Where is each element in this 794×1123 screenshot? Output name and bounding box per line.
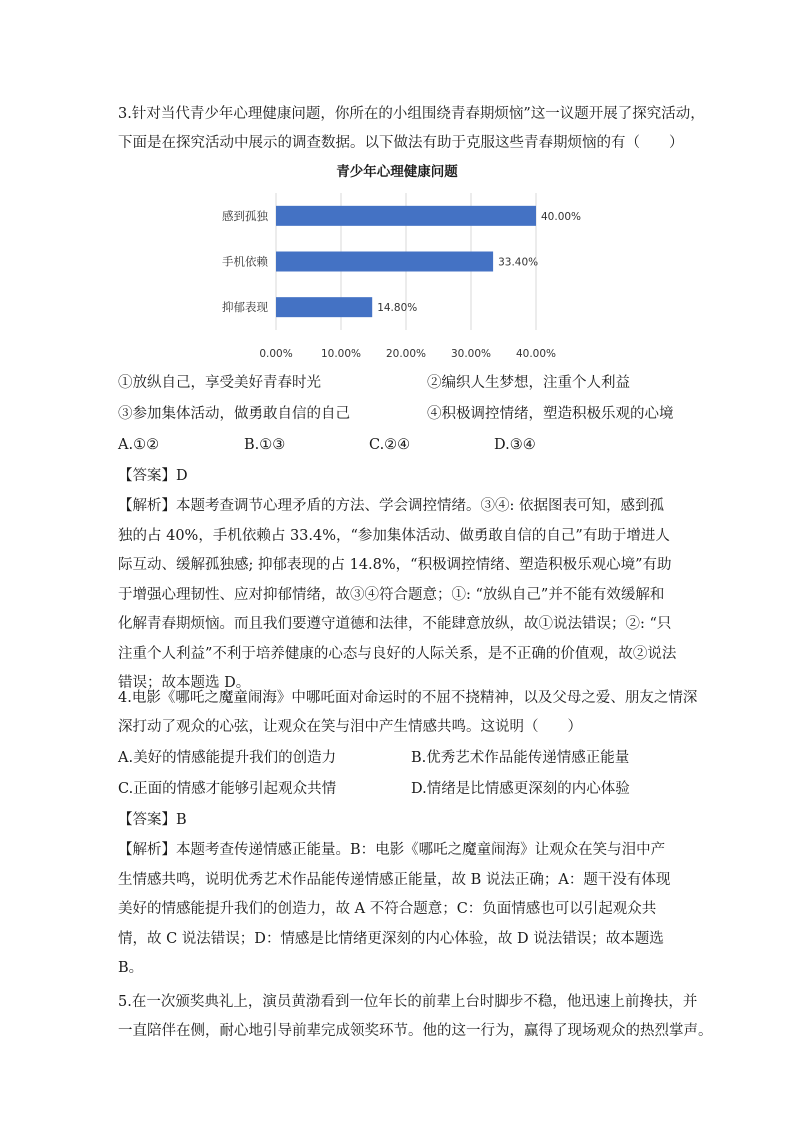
- q4-option-d: D.情绪是比情感更深刻的内心体验: [411, 781, 630, 797]
- x-tick-label: 10.00%: [320, 348, 362, 360]
- x-tick-label: 0.00%: [259, 348, 293, 360]
- q3-item-1: ①放纵自己，享受美好青春时光: [118, 375, 321, 391]
- q3-item-3: ③参加集体活动，做勇敢自信的自己: [118, 406, 350, 422]
- bar: [276, 252, 493, 272]
- chart-title: 青少年心理健康问题: [336, 164, 458, 180]
- q3-option-a: A.①②: [118, 437, 160, 453]
- data-label: 33.40%: [498, 256, 539, 269]
- bar: [276, 206, 536, 226]
- bar: [276, 297, 372, 317]
- q4-stem-line1: 4.电影《哪吒之魔童闹海》中哪吒面对命运时的不屈不挠精神，以及父母之爱、朋友之情深: [118, 690, 698, 706]
- q3-option-d: D.③④: [494, 437, 536, 453]
- category-label: 抑郁表现: [222, 300, 268, 315]
- q3-option-c: C.②④: [369, 437, 411, 453]
- q3-stem-line2: 下面是在探究活动中展示的调查数据。以下做法有助于克服这些青春期烦恼的有（ ）: [118, 135, 684, 151]
- q4-option-b: B.优秀艺术作品能传递情感正能量: [411, 750, 630, 766]
- q3-option-b: B.①③: [244, 437, 286, 453]
- q4-answer: 【答案】B: [118, 812, 187, 828]
- q3-item-2: ②编织人生梦想，注重个人利益: [427, 375, 630, 391]
- q3-answer: 【答案】D: [118, 468, 188, 484]
- q4-option-a: A.美好的情感能提升我们的创造力: [118, 750, 337, 766]
- bar-chart: [0, 185, 794, 365]
- x-tick-label: 30.00%: [450, 348, 492, 360]
- q4-analysis: 【解析】本题考查传递情感正能量。B：电影《哪吒之魔童闹海》让观众在笑与泪中产生情感共鸣，说明优秀艺术作品能传递情感正能量，故 B 说法正确；A：题干没有体现美好的情感能提升我们的创造力，故 A 不符合题意；C：负面情感也可以引起观众共情，故 C 说法错误；D：情感是比情绪更深刻的内心体验，故 D 说法错误；故本题选 B。: [118, 842, 671, 976]
- q3-item-4: ④积极调控情绪，塑造积极乐观的心境: [427, 406, 674, 422]
- q3-stem-line1: 3.针对当代青少年心理健康问题，你所在的小组围绕青春期烦恼”这一议题开展了探究活动，: [118, 106, 705, 122]
- q4-stem-line2: 深打动了观众的心弦，让观众在笑与泪中产生情感共鸣。这说明（ ）: [118, 719, 582, 735]
- q4-option-c: C.正面的情感才能够引起观众共情: [118, 781, 337, 797]
- q5-stem-line1: 5.在一次颁奖典礼上，演员黄渤看到一位年长的前辈上台时脚步不稳，他迅速上前搀扶，并: [118, 994, 698, 1010]
- category-label: 手机依赖: [222, 254, 268, 269]
- category-label: 感到孤独: [222, 208, 268, 223]
- x-tick-label: 20.00%: [385, 348, 427, 360]
- q5-stem-line2: 一直陪伴在侧，耐心地引导前辈完成领奖环节。他的这一行为，赢得了现场观众的热烈掌声。: [118, 1023, 713, 1039]
- data-label: 40.00%: [541, 210, 582, 223]
- data-label: 14.80%: [377, 302, 418, 315]
- q3-analysis: 【解析】本题考查调节心理矛盾的方法、学会调控情绪。③④: 依据图表可知，感到孤独的占 40%，手机依赖占 33.4%，“参加集体活动、做勇敢自信的自己”有助于增进人际互动、缓解孤独感; 抑郁表现的占 14.8%，“积极调控情绪、塑造积极乐观心境”有助于增强心理韧性、应对抑郁情绪，故③④符合题意；①: “放纵自己”并不能有效缓解和化解青春期烦恼。而且我们要遵守道德和法律，不能肆意放纵，故①说法错误；②: “只注重个人利益”不利于培养健康的心态与良好的人际关系，是不正确的价值观，故②说法错误；故本题选 D。: [118, 498, 677, 691]
- x-tick-label: 40.00%: [515, 348, 557, 360]
